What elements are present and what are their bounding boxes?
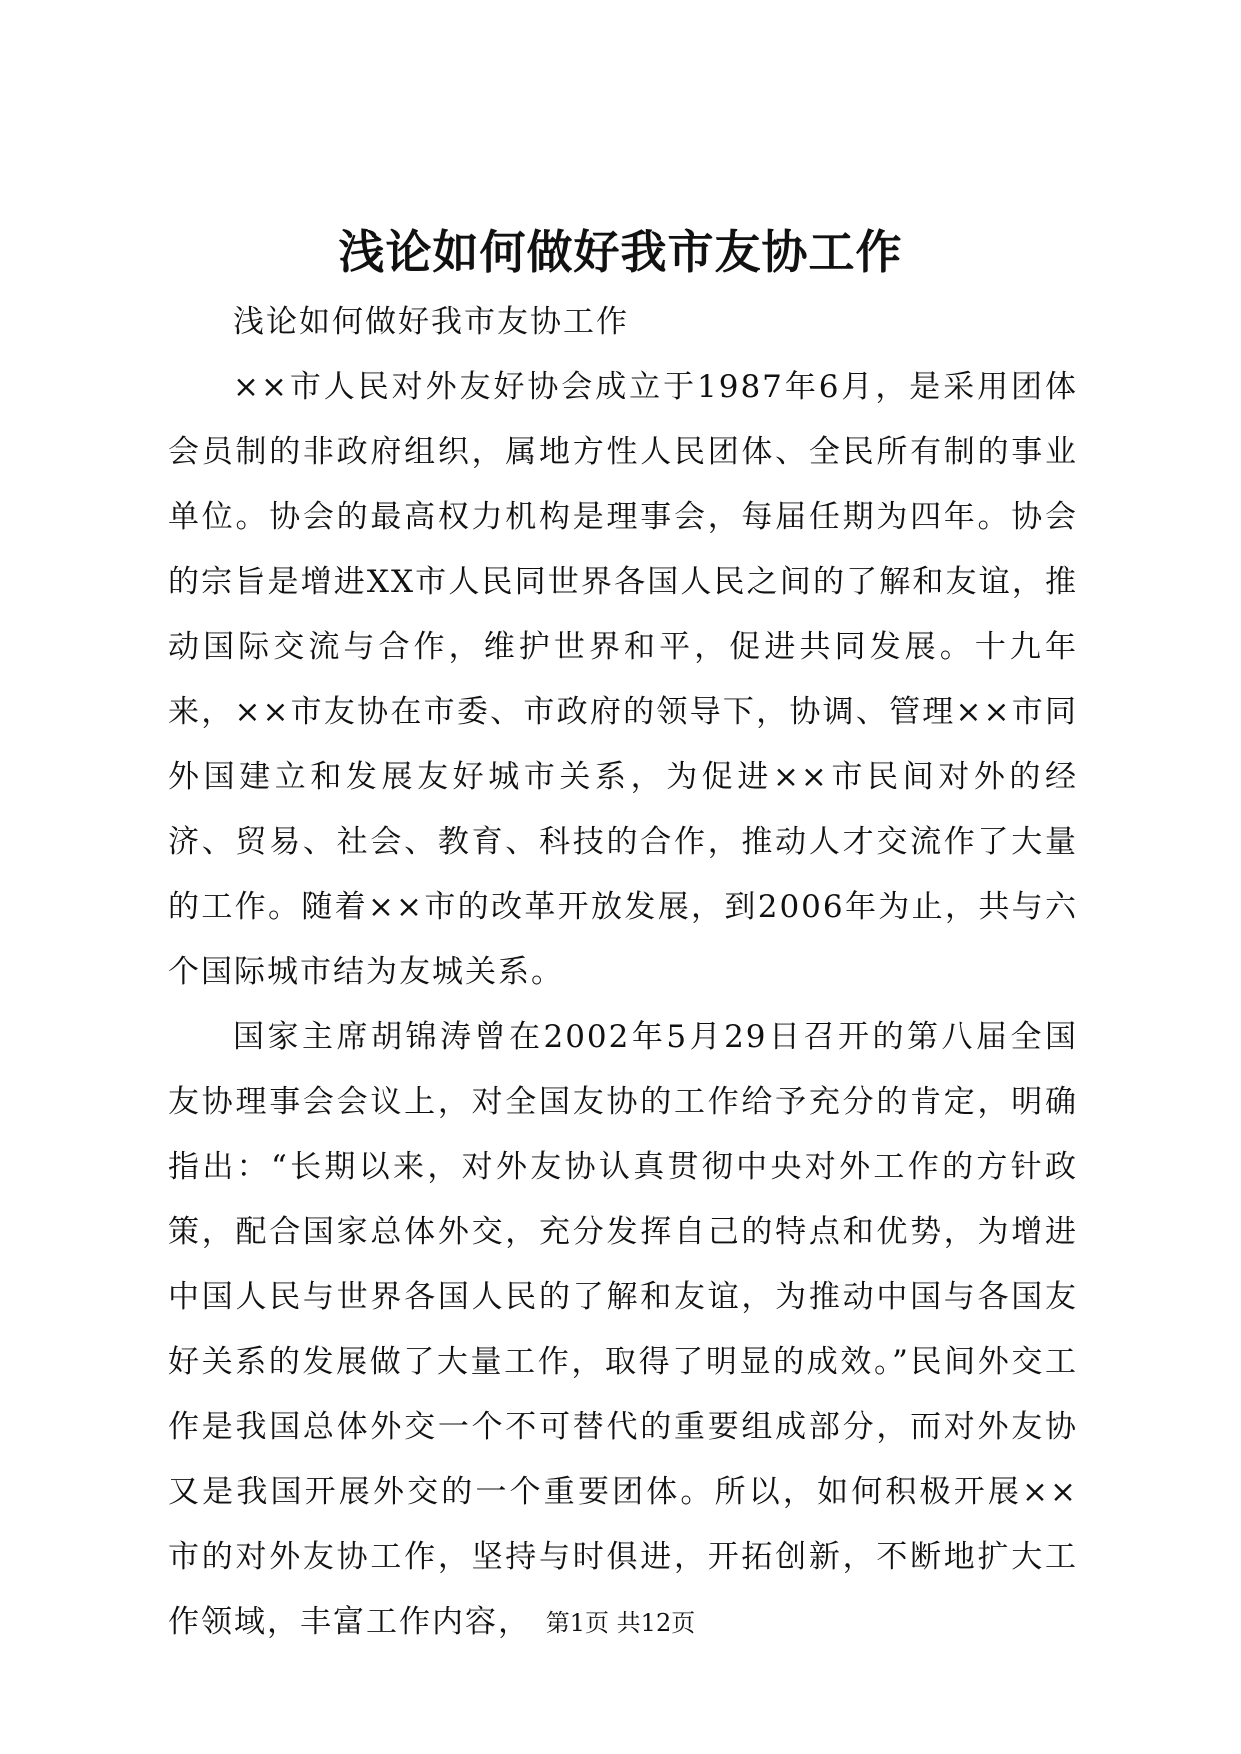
paragraph-subtitle: 浅论如何做好我市友协工作 (233, 304, 629, 340)
document-title: 浅论如何做好我市友协工作 (338, 225, 903, 279)
paragraph-2: 国家主席胡锦涛曾在2002年5月29日召开的第八届全国友协理事会会议上，对全国友协的工作给予充分的肯定，明确指出：“长期以来，对外友协认真贯彻中央对外工作的方针政策，配合国家总体外交，充分发挥自己的特点和优势，为增进中国人民与世界各国人民的了解和友谊，为推动中国与各国友好关系的发展做了大量工作，取得了明显的成效。”民间外交工作是我国总体外交一个不可替代的重要组成部分，而对外友协又是我国开展外交的一个重要团体。所以，如何积极开展××市的对外友协工作，坚持与时俱进，开拓创新，不断地扩大工作领域，丰富工作内容， (168, 1019, 1078, 1640)
paragraph-1: ××市人民对外友好协会成立于1987年6月，是采用团体会员制的非政府组织，属地方性人民团体、全民所有制的事业单位。协会的最高权力机构是理事会，每届任期为四年。协会的宗旨是增进XX市人民同世界各国人民之间的了解和友谊，推动国际交流与合作，维护世界和平，促进共同发展。十九年来，××市友协在市委、市政府的领导下，协调、管理××市同外国建立和发展友好城市关系，为促进××市民间对外的经济、贸易、社会、教育、科技的合作，推动人才交流作了大量的工作。随着××市的改革开放发展，到2006年为止，共与六个国际城市结为友城关系。 (168, 369, 1078, 990)
document-body (168, 290, 1078, 1655)
page-footer: 第1页 共12页 (545, 1609, 696, 1637)
